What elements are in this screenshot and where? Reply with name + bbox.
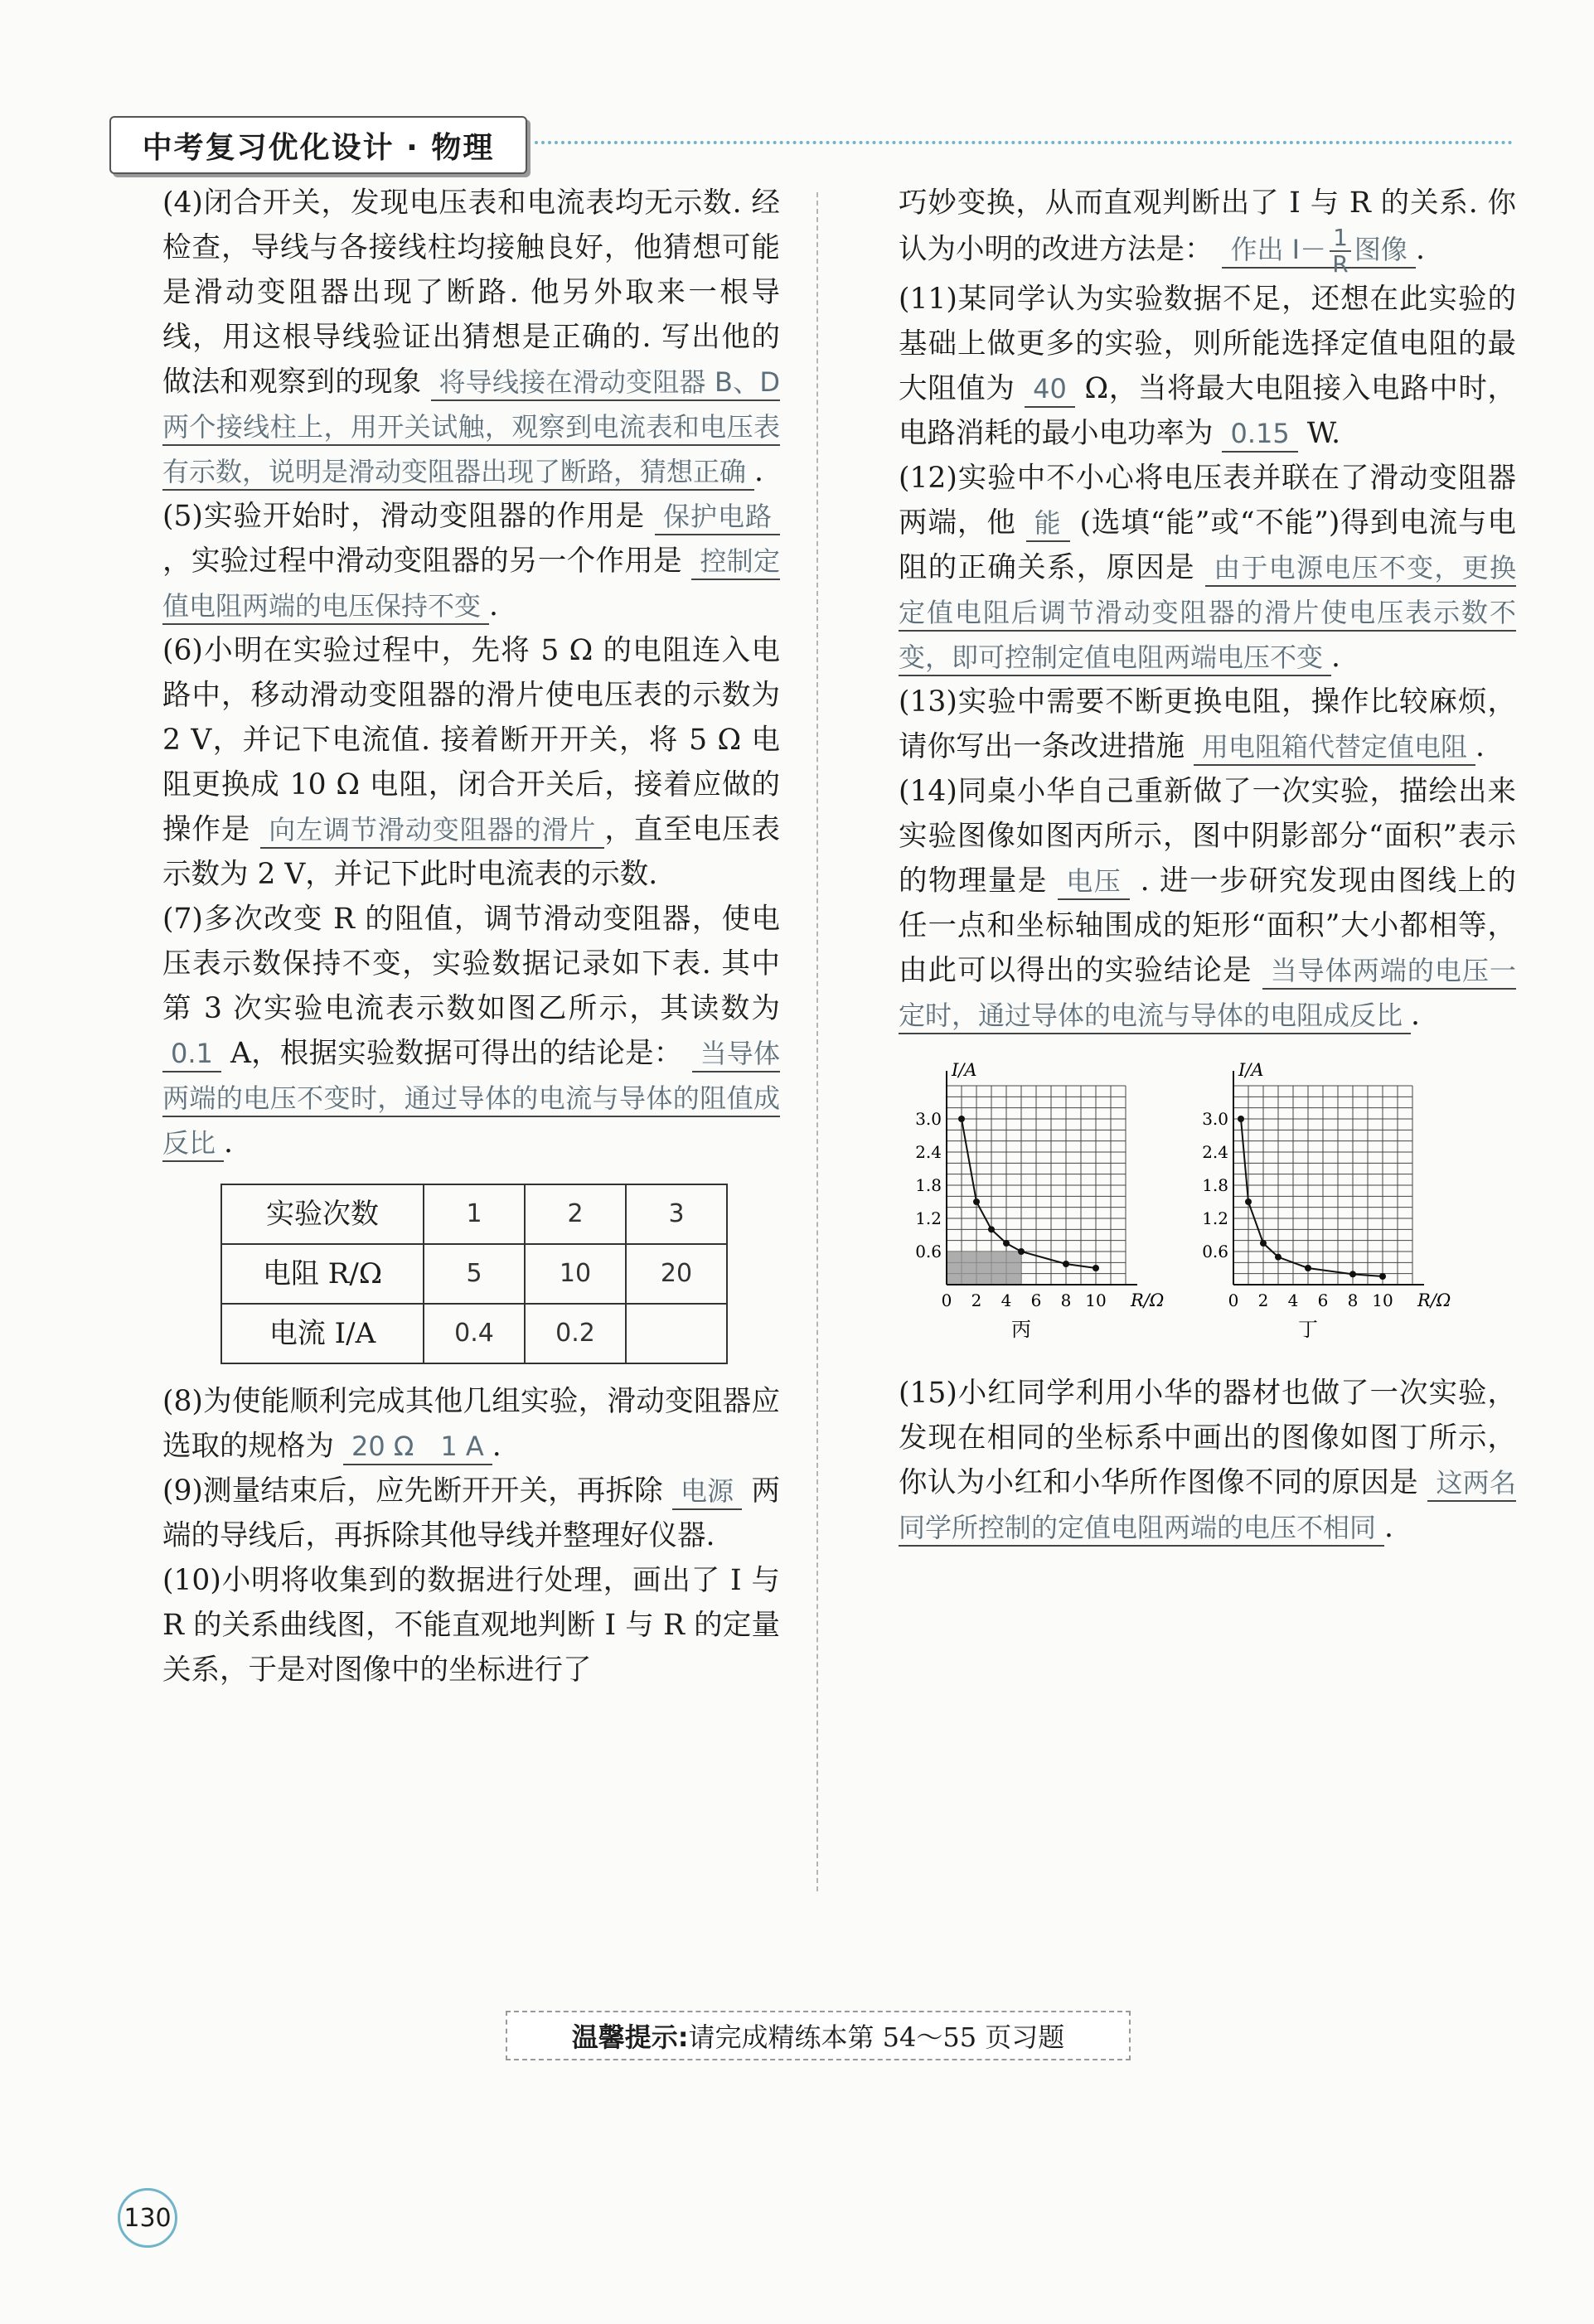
question-15: (15)小红同学利用小华的器材也做了一次实验，发现在相同的坐标系中画出的图像如图丁所示，你认为小红和小华所作图像不同的原因是 这两名同学所控制的定值电阻两端的电压不相同 . (899, 1371, 1516, 1550)
data-point (1245, 1198, 1252, 1205)
answer-14a: 电压 (1058, 865, 1130, 900)
header-dotted-rule (535, 141, 1513, 144)
question-13: (13)实验中需要不断更换电阻，操作比较麻烦，请你写出一条改进措施 用电阻箱代替定值电阻 . (899, 680, 1516, 769)
data-point (973, 1198, 980, 1205)
table-cell: 1 (424, 1184, 525, 1244)
answer-7a: 0.1 (162, 1038, 221, 1072)
table-row-header: 电流 I/A (221, 1304, 424, 1363)
left-column (162, 181, 780, 1692)
y-tick-label: 0.6 (1202, 1242, 1228, 1261)
question-12: (12)实验中不小心将电压表并联在了滑动变阻器两端，他 能 (选填“能”或“不能”)得到电流与电阻的正确关系，原因是 由于电源电压不变，更换定值电阻后调节滑动变阻器的滑片使电压表示数不变，即可控制定值电阻两端电压不变 . (899, 456, 1516, 680)
data-point (1063, 1261, 1069, 1267)
x-tick-label: 6 (1317, 1290, 1329, 1310)
graph-ding (1185, 1061, 1459, 1351)
answer-7b: 当导体两端的电压不变时，通过导体的电流与导体的阻值成反比 (162, 1038, 780, 1162)
table-cell: 10 (525, 1244, 626, 1304)
table-row-header: 实验次数 (221, 1184, 424, 1244)
table-cell: 0.2 (525, 1304, 626, 1363)
chart-title: 丙 (1011, 1318, 1031, 1341)
answer-4: 将导线接在滑动变阻器 B、D 两个接线柱上，用开关试触，观察到电流表和电压表有示数，说明是滑动变阻器出现了断路，猜想正确 (162, 366, 780, 491)
x-axis-label: R/Ω (1131, 1290, 1165, 1310)
reminder-box (506, 2011, 1131, 2060)
x-tick-label: 2 (971, 1290, 982, 1310)
answer-8: 20 Ω 1 A (343, 1431, 492, 1465)
table-cell: 2 (525, 1184, 626, 1244)
answer-6: 向左调节滑动变阻器的滑片 (260, 814, 604, 849)
table-row (221, 1184, 727, 1244)
question-9: (9)测量结束后，应先断开开关，再拆除 电源 两端的导线后，再拆除其他导线并整理好仪器. (162, 1474, 781, 1552)
answer-15: 这两名同学所控制的定值电阻两端的电压不相同 (899, 1467, 1516, 1547)
y-axis-label: I/A (1238, 1061, 1264, 1080)
book-title-banner (109, 116, 527, 174)
answer-11a: 40 (1025, 373, 1075, 408)
y-tick-label: 1.8 (1202, 1175, 1228, 1195)
answer-5b: 控制定值电阻两端的电压保持不变 (162, 545, 780, 625)
x-tick-label: 10 (1372, 1290, 1393, 1310)
question-10-continued: 巧妙变换，从而直观判断出了 I 与 R 的关系. 你认为小明的改进方法是： 作出 I－ $\frac{1}{R}$ 图像 . (899, 186, 1516, 278)
question-4: (4)闭合开关，发现电压表和电流表均无示数. 经检查，导线与各接线柱均接触良好，他猜想可能是滑动变阻器出现了断路. 他另外取来一根导线，用这根导线验证出猜想是正确的. 写出他的做法和观察到的现象 将导线接在滑动变阻器 B、D 两个接线柱上，用开关试触，观察到电流表和电压表有示数，说明是滑动变阻器出现了断路，猜想正确 . (162, 181, 780, 494)
question-11: (11)某同学认为实验数据不足，还想在此实验的基础上做更多的实验，则所能选择定值电阻的最大阻值为 40 Ω，当将最大电阻接入电路中时，电路消耗的最小电功率为 0.15 W. (899, 277, 1516, 456)
graph-bing (899, 1061, 1172, 1351)
data-point (1260, 1240, 1267, 1247)
question-5: (5)实验开始时，滑动变阻器的作用是 保护电路 ，实验过程中滑动变阻器的另一个作用是 控制定值电阻两端的电压保持不变 . (162, 494, 780, 628)
y-tick-label: 3.0 (915, 1109, 942, 1129)
shaded-area (947, 1252, 1021, 1285)
y-tick-label: 3.0 (1202, 1109, 1228, 1129)
answer-10: 作出 I－ $\frac{1}{R}$ 图像 (1222, 234, 1415, 269)
chart-title: 丁 (1298, 1318, 1318, 1341)
x-tick-label: 2 (1257, 1290, 1269, 1310)
table-cell: 20 (626, 1244, 727, 1304)
data-point (1349, 1271, 1356, 1277)
x-tick-label: 10 (1085, 1290, 1107, 1310)
series-curve (1241, 1119, 1383, 1276)
y-tick-label: 1.2 (1202, 1208, 1228, 1228)
answer-5a: 保护电路 (655, 501, 780, 535)
table-cell: 5 (424, 1244, 525, 1304)
y-axis-label: I/A (952, 1061, 977, 1080)
answer-9: 电源 (672, 1475, 742, 1510)
book-title: 中考复习优化设计 · 物理 (142, 130, 495, 165)
table-row (221, 1244, 727, 1304)
table-row-header: 电阻 R/Ω (221, 1244, 424, 1304)
y-tick-label: 2.4 (915, 1142, 942, 1162)
fraction: $\frac{1}{R}$ (1330, 225, 1351, 277)
reminder-text: 请完成精练本第 54～55 页习题 (688, 2021, 1065, 2053)
graphs-row (899, 1061, 1516, 1351)
data-point (1018, 1248, 1025, 1255)
data-point (1379, 1273, 1386, 1280)
experiment-data-table (220, 1184, 728, 1364)
data-point (1305, 1265, 1311, 1271)
answer-13: 用电阻箱代替定值电阻 (1194, 731, 1475, 766)
question-6: (6)小明在实验过程中，先将 5 Ω 的电阻连入电路中，移动滑动变阻器的滑片使电压表的示数为 2 V，并记下电流值. 接着断开开关，将 5 Ω 电阻更换成 10 Ω 电阻，闭合开关后，接着应做的操作是 向左调节滑动变阻器的滑片 ，直至电压表示数为 2 V，并记下此时电流表的示数. (162, 634, 781, 891)
y-tick-label: 1.2 (915, 1208, 942, 1228)
column-divider (816, 192, 818, 1891)
x-tick-label: 8 (1347, 1290, 1359, 1310)
data-point (1003, 1240, 1010, 1247)
answer-12b: 由于电源电压不变，更换定值电阻后调节滑动变阻器的滑片使电压表示数不变，即可控制定值电阻两端电压不变 (899, 552, 1516, 676)
data-point (1093, 1265, 1099, 1271)
x-tick-label: 6 (1030, 1290, 1042, 1310)
y-tick-label: 2.4 (1202, 1142, 1228, 1162)
table-cell: 3 (626, 1184, 727, 1244)
right-column (899, 181, 1516, 1550)
data-point (1275, 1254, 1281, 1261)
reminder-label: 温馨提示: (571, 2021, 689, 2053)
answer-12a: 能 (1026, 507, 1070, 542)
page-number: 130 (118, 2188, 177, 2248)
x-axis-label: R/Ω (1417, 1290, 1451, 1310)
question-14: (14)同桌小华自己重新做了一次实验，描绘出来实验图像如图丙所示，图中阴影部分“面积”表示的物理量是 电压 . 进一步研究发现由图线上的任一点和坐标轴围成的矩形“面积”大小都相等，由此可以得出的实验结论是 当导体两端的电压一定时，通过导体的电流与导体的电阻成反比 . (899, 769, 1516, 1038)
question-10: (10)小明将收集到的数据进行处理，画出了 I 与 R 的关系曲线图，不能直观地判断 I 与 R 的定量关系，于是对图像中的坐标进行了 (162, 1564, 780, 1687)
data-point (958, 1116, 965, 1122)
question-8: (8)为使能顺利完成其他几组实验，滑动变阻器应选取的规格为 20 Ω 1 A . (162, 1379, 780, 1469)
y-tick-label: 0.6 (915, 1242, 942, 1261)
answer-11b: 0.15 (1222, 418, 1297, 453)
data-point (988, 1226, 995, 1232)
table-row (221, 1304, 727, 1363)
x-tick-label: 0 (1228, 1290, 1239, 1310)
table-cell: 0.4 (424, 1304, 525, 1363)
y-tick-label: 1.8 (915, 1175, 942, 1195)
table-cell (626, 1304, 727, 1363)
answer-14b: 当导体两端的电压一定时，通过导体的电流与导体的电阻成反比 (899, 955, 1516, 1034)
x-tick-label: 4 (1287, 1290, 1299, 1310)
question-7: (7)多次改变 R 的阻值，调节滑动变阻器，使电压表示数保持不变，实验数据记录如下表. 其中第 3 次实验电流表示数如图乙所示，其读数为 0.1 A，根据实验数据可得出的结论是： 当导体两端的电压不变时，通过导体的电流与导体的阻值成反比 . (162, 897, 780, 1165)
x-tick-label: 4 (1000, 1290, 1012, 1310)
x-tick-label: 0 (941, 1290, 952, 1310)
data-point (1238, 1116, 1244, 1122)
x-tick-label: 8 (1060, 1290, 1072, 1310)
